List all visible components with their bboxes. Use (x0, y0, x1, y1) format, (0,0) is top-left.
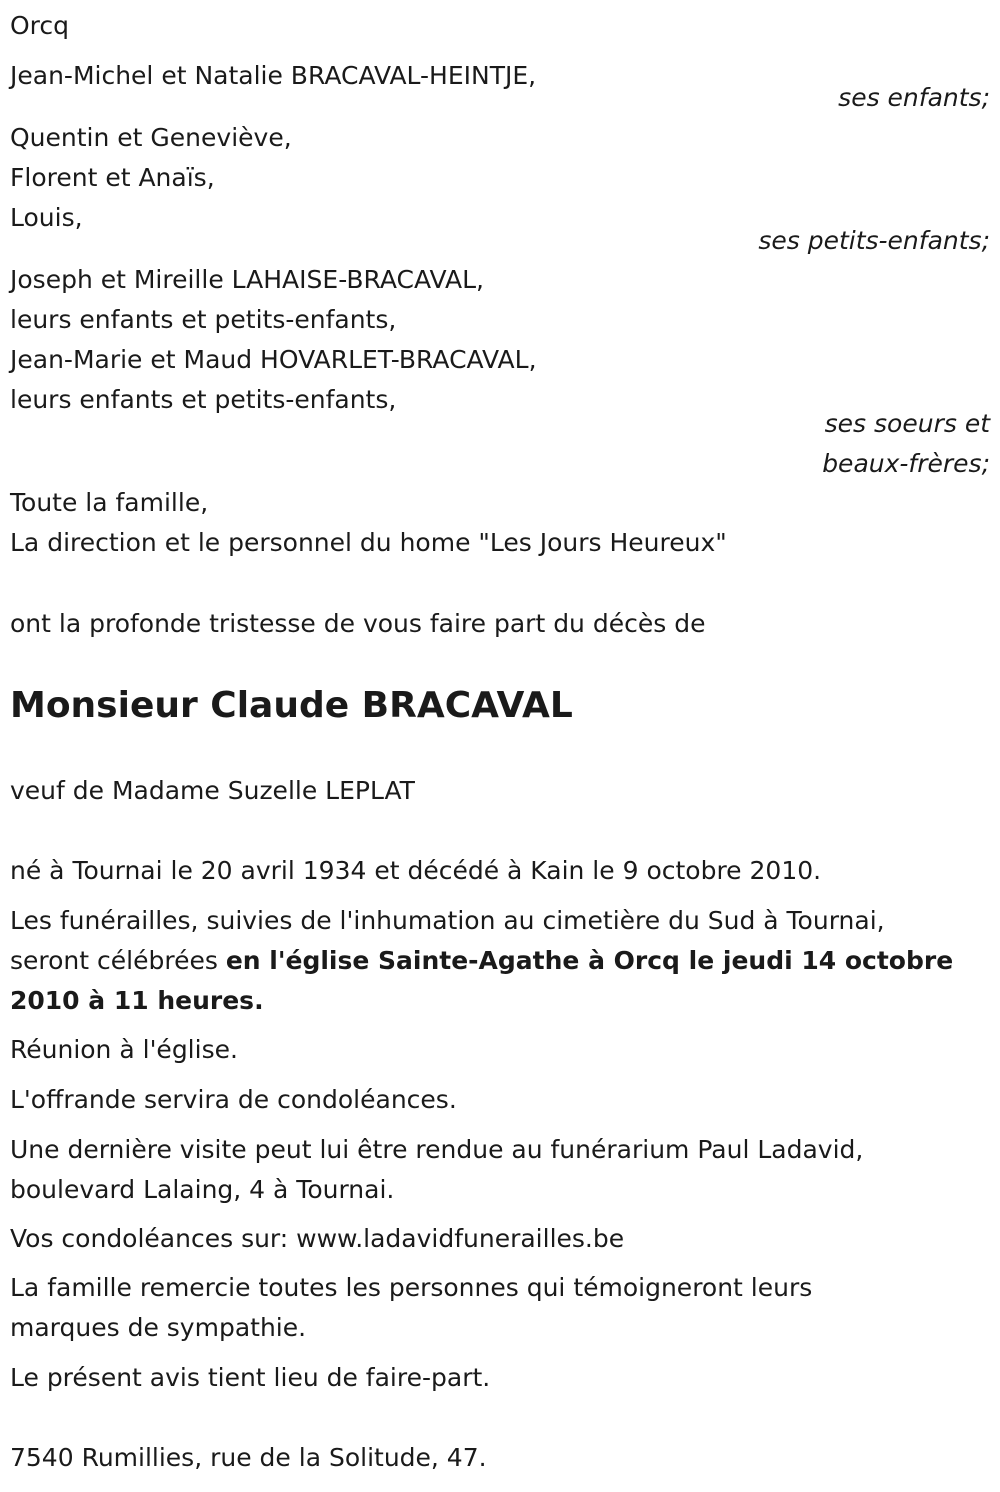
offering-line: L'offrande servira de condoléances. (10, 1085, 457, 1114)
funeral-year-time: 2010 à 11 heures. (10, 986, 264, 1015)
sibling-line: Jean-Marie et Maud HOVARLET-BRACAVAL, (10, 345, 537, 374)
funeral-line (10, 941, 953, 981)
siblings-role: beaux-frères; (822, 449, 990, 478)
funeral-text: seront célébrées (10, 946, 226, 975)
siblings-role: ses soeurs et (824, 409, 990, 438)
meeting-line: Réunion à l'église. (10, 1035, 238, 1064)
widower-line: veuf de Madame Suzelle LEPLAT (10, 776, 415, 805)
grandchild-line: Louis, (10, 203, 83, 232)
condolences-line: Vos condoléances sur: www.ladavidfunerailles.be (10, 1224, 625, 1253)
thanks-line: marques de sympathie. (10, 1313, 307, 1342)
funeral-line: Les funérailles, suivies de l'inhumation au cimetière du Sud à Tournai, (10, 906, 885, 935)
children-names: Jean-Michel et Natalie BRACAVAL-HEINTJE, (10, 61, 537, 90)
visit-line: Une dernière visite peut lui être rendue au funérarium Paul Ladavid, (10, 1135, 864, 1164)
announcement: ont la profonde tristesse de vous faire part du décès de (10, 609, 706, 638)
address-line: 7540 Rumillies, rue de la Solitude, 47. (10, 1443, 487, 1472)
funeral-location-date: en l'église Sainte-Agathe à Orcq le jeudi 14 octobre (225, 946, 954, 975)
deceased-name: Monsieur Claude BRACAVAL (10, 685, 573, 726)
children-role: ses enfants; (838, 83, 990, 112)
grandchildren-role: ses petits-enfants; (758, 226, 990, 255)
visit-line: boulevard Lalaing, 4 à Tournai. (10, 1175, 395, 1204)
sibling-line: Joseph et Mireille LAHAISE-BRACAVAL, (10, 265, 484, 294)
place-heading: Orcq (10, 11, 70, 40)
grandchild-line: Florent et Anaïs, (10, 163, 215, 192)
sibling-line: leurs enfants et petits-enfants, (10, 305, 397, 334)
sibling-line: leurs enfants et petits-enfants, (10, 385, 397, 414)
thanks-line: La famille remercie toutes les personnes qui témoigneront leurs (10, 1273, 813, 1302)
notice-line: Le présent avis tient lieu de faire-part. (10, 1363, 491, 1392)
family-line: Toute la famille, (10, 488, 209, 517)
birth-death-line: né à Tournai le 20 avril 1934 et décédé à Kain le 9 octobre 2010. (10, 856, 822, 885)
grandchild-line: Quentin et Geneviève, (10, 123, 292, 152)
funeral-line (10, 981, 264, 1021)
family-line: La direction et le personnel du home "Les Jours Heureux" (10, 528, 727, 557)
